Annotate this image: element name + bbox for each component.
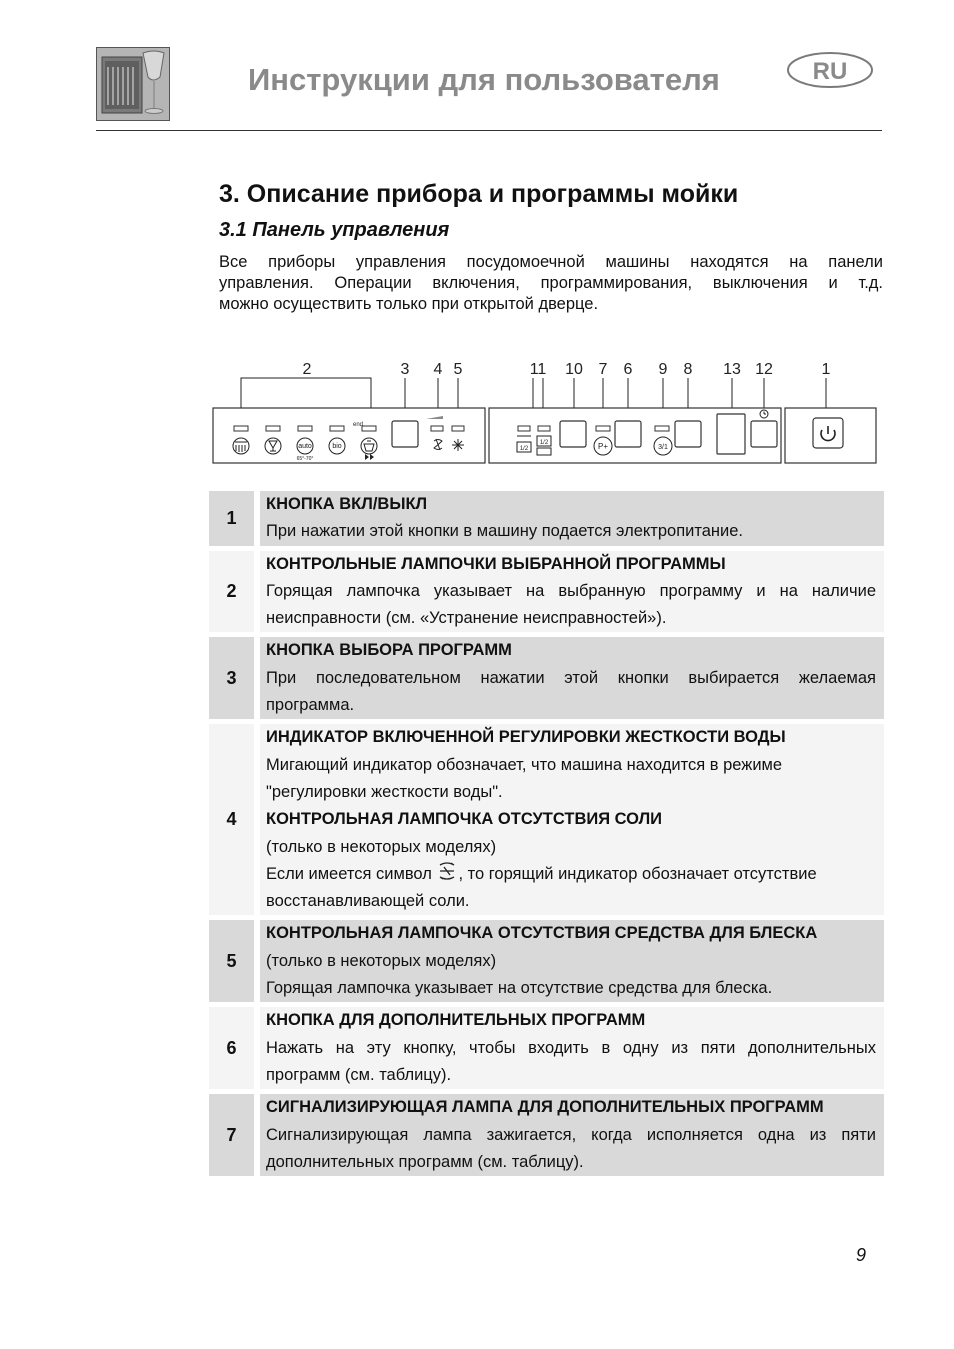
description-line: программа. <box>266 696 355 715</box>
callout-3: 3 <box>400 361 410 378</box>
description-line: Мигающий индикатор обозначает, что машина находится в режиме <box>266 755 783 774</box>
svg-text:3/1: 3/1 <box>658 444 668 451</box>
description-line: При последовательном нажатии этой кнопки выбирается желаемая <box>266 668 876 687</box>
callout-1: 1 <box>821 361 831 378</box>
description-line: Нажать на эту кнопку, чтобы входить в одну из пяти дополнительных <box>266 1038 876 1057</box>
table-row <box>209 1094 884 1176</box>
callout-11: 11 <box>529 361 547 378</box>
description-line <box>266 861 876 888</box>
description-line: восстанавливающей соли. <box>266 892 470 911</box>
row-number: 6 <box>209 1007 254 1089</box>
table-row <box>209 920 884 1002</box>
intro-line: Все приборы управления посудомоечной машины находятся на панели <box>219 253 883 271</box>
header-title: Инструкции для пользователя <box>248 62 720 97</box>
callout-7: 7 <box>598 361 608 378</box>
row-description <box>260 551 884 633</box>
callout-5: 5 <box>453 361 463 378</box>
delay-button <box>751 421 777 447</box>
description-line: программ (см. таблицу). <box>266 1065 452 1084</box>
row-number: 3 <box>209 637 254 719</box>
control-panel-diagram <box>212 356 878 468</box>
table-row <box>209 551 884 633</box>
description-line: Горящая лампочка указывает на выбранную программу и на наличие <box>266 581 876 600</box>
callout-4: 4 <box>433 361 443 378</box>
svg-text:P+: P+ <box>597 442 609 451</box>
salt-symbol-icon <box>436 861 458 881</box>
description-heading: КОНТРОЛЬНЫЕ ЛАМПОЧКИ ВЫБРАННОЙ ПРОГРАММЫ <box>266 554 726 573</box>
description-heading: КОНТРОЛЬНАЯ ЛАМПОЧКА ОТСУТСТВИЯ СРЕДСТВА ДЛЯ БЛЕСКА <box>266 924 818 943</box>
row-number: 5 <box>209 920 254 1002</box>
section-title: 3. Описание прибора и программы мойки <box>219 180 739 208</box>
row-description <box>260 637 884 719</box>
callout-6: 6 <box>623 361 633 378</box>
header-divider <box>96 130 882 131</box>
svg-text:1/2: 1/2 <box>519 446 529 452</box>
callout-9: 9 <box>658 361 668 378</box>
svg-text:end: end <box>352 422 364 428</box>
table-row <box>209 724 884 915</box>
row-number: 1 <box>209 491 254 546</box>
intro-line: управления. Операции включения, программирования, выключения и т.д. <box>219 274 883 292</box>
line-text: Если имеется символ <box>266 864 437 883</box>
display-13 <box>717 414 745 454</box>
row-description <box>260 724 884 915</box>
description-line: "регулировки жесткости воды". <box>266 782 503 801</box>
row-description <box>260 920 884 1002</box>
row-description <box>260 491 884 546</box>
svg-text:RU: RU <box>812 58 848 85</box>
program-select-button <box>392 421 418 447</box>
table-row <box>209 637 884 719</box>
callout-2: 2 <box>302 361 312 378</box>
intro-line: можно осуществить только при открытой дверце. <box>219 295 599 313</box>
description-line: дополнительных программ (см. таблицу). <box>266 1152 584 1171</box>
dishwasher-logo-icon <box>96 47 170 121</box>
intro-paragraph <box>219 252 883 315</box>
description-line: неисправности (см. «Устранение неисправностей»). <box>266 609 667 628</box>
description-heading: КНОПКА ВЫБОРА ПРОГРАММ <box>266 641 512 660</box>
callout-8: 8 <box>683 361 693 378</box>
table-row <box>209 1007 884 1089</box>
svg-text:bio: bio <box>332 443 342 450</box>
svg-text:1/2: 1/2 <box>539 440 549 446</box>
row-number: 7 <box>209 1094 254 1176</box>
table-row <box>209 491 884 546</box>
callout-13: 13 <box>723 361 741 378</box>
description-line: (только в некоторых моделях) <box>266 837 497 856</box>
description-line: Горящая лампочка указывает на отсутствие средства для блеска. <box>266 979 773 998</box>
extra-program-button <box>615 421 641 447</box>
callout-12: 12 <box>755 361 773 378</box>
description-heading: КОНТРОЛЬНАЯ ЛАМПОЧКА ОТСУТСТВИЯ СОЛИ <box>266 810 663 829</box>
description-line: При нажатии этой кнопки в машину подается электропитание. <box>266 522 743 541</box>
description-heading: КНОПКА ДЛЯ ДОПОЛНИТЕЛЬНЫХ ПРОГРАММ <box>266 1011 646 1030</box>
description-heading: КНОПКА ВКЛ/ВЫКЛ <box>266 495 428 513</box>
description-heading: СИГНАЛИЗИРУЮЩАЯ ЛАМПА ДЛЯ ДОПОЛНИТЕЛЬНЫХ ПРОГРАММ <box>266 1098 824 1117</box>
language-badge <box>786 51 874 89</box>
button-10 <box>560 421 586 447</box>
button-8 <box>675 421 701 447</box>
subsection-title: 3.1 Панель управления <box>219 219 450 241</box>
line-text: , то горящий индикатор обозначает отсутствие <box>458 864 817 883</box>
callout-10: 10 <box>565 361 583 378</box>
description-table <box>209 491 884 1181</box>
row-number: 4 <box>209 724 254 915</box>
row-description <box>260 1094 884 1176</box>
description-line: Сигнализирующая лампа зажигается, когда исполняется одна из пяти <box>266 1125 876 1144</box>
row-number: 2 <box>209 551 254 633</box>
page-number: 9 <box>856 1245 867 1265</box>
description-heading: ИНДИКАТОР ВКЛЮЧЕННОЙ РЕГУЛИРОВКИ ЖЕСТКОСТИ ВОДЫ <box>266 728 786 747</box>
svg-text:65°-70°: 65°-70° <box>296 456 314 462</box>
row-description <box>260 1007 884 1089</box>
description-line: (только в некоторых моделях) <box>266 951 497 970</box>
svg-text:auto: auto <box>298 443 312 450</box>
